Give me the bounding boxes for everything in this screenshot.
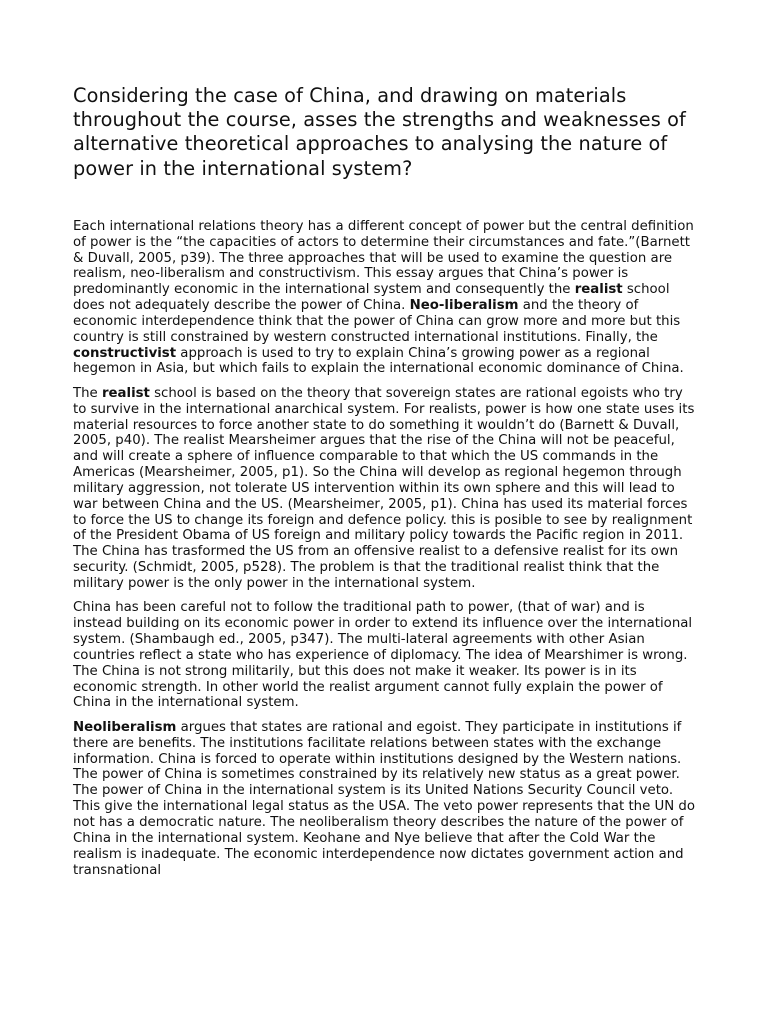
constructivist-term: constructivist <box>73 345 177 361</box>
realist-term: realist <box>101 385 150 401</box>
document-page <box>73 84 695 878</box>
intro-text-3: and the theory of economic interdependence think that the power of China can grow more and more but this country is still constrained by western constructed international institutions. Finally, the <box>73 298 681 345</box>
neoliberalism-term: Neoliberalism <box>73 719 177 735</box>
intro-text-4: approach is used to try to explain China’s growing power as a regional hegemon in Asia, but which fails to explain the international economic dominance of China. <box>73 345 684 377</box>
realist-text-1: The <box>73 385 102 401</box>
neo-liberalism-term: Neo-liberalism <box>409 298 519 314</box>
neoliberalism-text: argues that states are rational and egoist. They participate in institutions if there are benefits. The institutions facilitate relations between states with the exchange information. China is forced to operate within institutions designed by the Western nations. The power of China is sometimes constrained by its relatively new status as a great power. The power of China in the international system is its United Nations Security Council veto. This give the international legal status as the USA. The veto power represents that the UN do not has a democratic nature. The neoliberalism theory describes the nature of the power of China in the international system. Keohane and Nye believe that after the Cold War the realism is inadequate. The economic interdependence now dictates government action and transnational <box>73 719 695 878</box>
paragraph-realist <box>73 386 695 592</box>
realist-term: realist <box>574 282 623 298</box>
realist-text-2: school is based on the theory that sovereign states are rational egoists who try to survive in the international anarchical system. For realists, power is how one state uses its material resources to force another state to do something it wouldn’t do (Barnett & Duvall, 2005, p40). The realist Mearsheimer argues that the rise of the China will not be peaceful, and will create a sphere of influence comparable to that which the US commands in the Americas (Mearsheimer, 2005, p1). So the China will develop as regional hegemon through military aggression, not tolerate US intervention within its own sphere and this will lead to war between China and the US. (Mearsheimer, 2005, p1). China has used its material forces to force the US to change its foreign and defence policy. this is posible to see by realignment of the President Obama of US foreign and military policy towards the Pacific region in 2011. The China has trasformed the US from an offensive realist to a defensive realist for its own security. (Schmidt, 2005, p528). The problem is that the traditional realist think that the military power is the only power in the international system. <box>73 385 695 591</box>
intro-text-1: Each international relations theory has a different concept of power but the central definition of power is the “the capacities of actors to determine their circumstances and fate.”(Barnett & Duvall, 2005, p39). The three approaches that will be used to examine the question are realism, neo-liberalism and constructivism. This essay argues that China’s power is predominantly economic in the international system and consequently the <box>73 218 694 298</box>
intro-text-2: school does not adequately describe the power of China. <box>73 282 670 314</box>
paragraph-introduction <box>73 219 695 377</box>
paragraph-china-economic: China has been careful not to follow the traditional path to power, (that of war) and is instead building on its economic power in order to extend its influence over the international system. (Shambaugh ed., 2005, p347). The multi-lateral agreements with other Asian countries reflect a state who has experience of diplomacy. The idea of Mearshimer is wrong. The China is not strong militarily, but this does not make it weaker. Its power is in its economic strength. In other world the realist argument cannot fully explain the power of China in the international system. <box>73 600 693 711</box>
paragraph-neoliberalism <box>73 720 695 878</box>
document-title: Considering the case of China, and drawing on materials throughout the course, asses the strengths and weaknesses of alternative theoretical approaches to analysing the nature of power in the international system? <box>73 84 686 180</box>
